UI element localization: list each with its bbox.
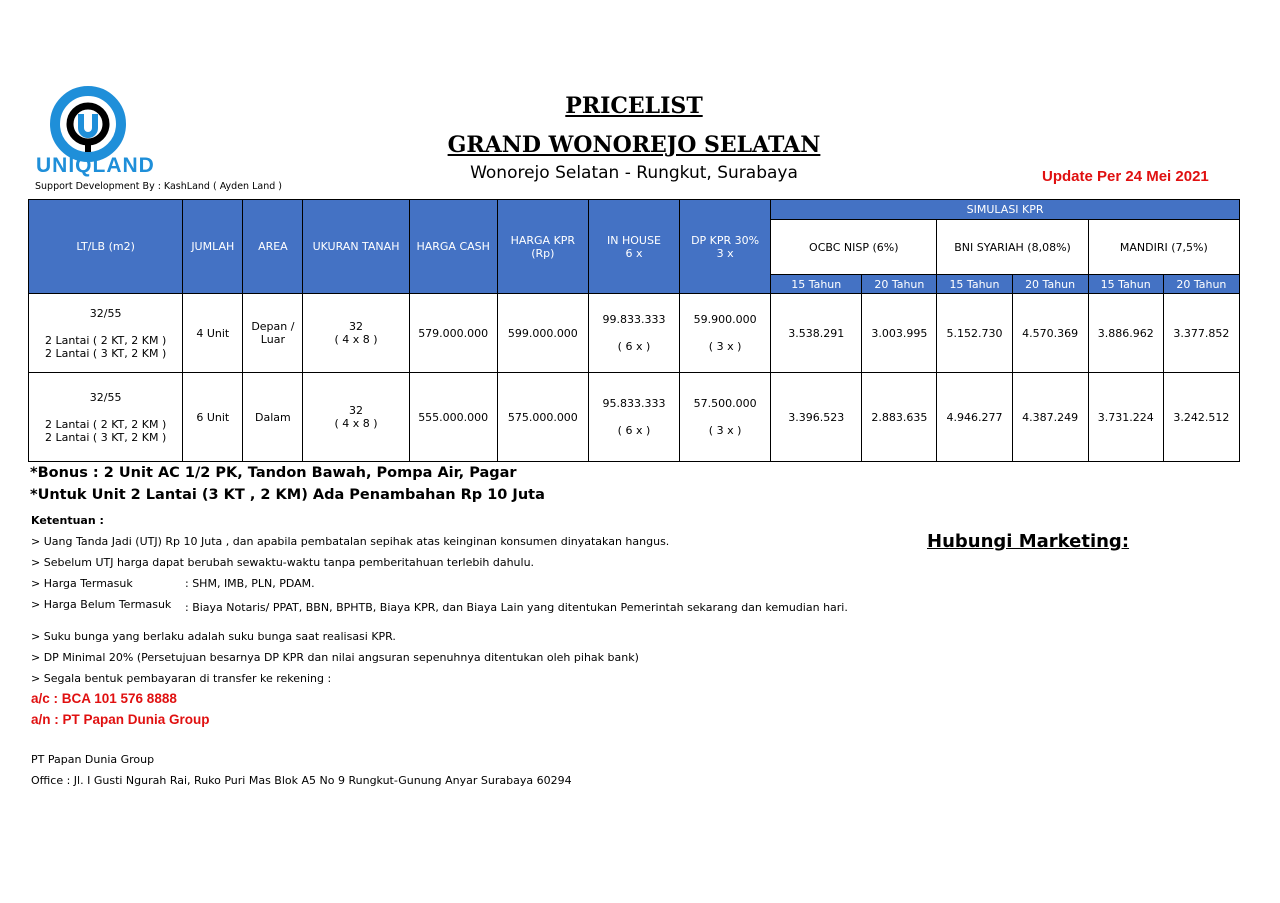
- cell-lt-lb: [29, 294, 183, 373]
- header-dp-kpr: [680, 200, 771, 294]
- table-row: [29, 294, 1240, 373]
- cell-lt-lb: [29, 373, 183, 462]
- cell-dp-kpr-times: ( 3 x ): [708, 340, 742, 353]
- cell-ukuran-size: 32: [349, 404, 364, 417]
- cell-sim: 2.883.635: [862, 373, 937, 462]
- table-row: [29, 373, 1240, 462]
- cell-sim: 4.946.277: [937, 373, 1012, 462]
- cell-jumlah: 6 Unit: [183, 373, 243, 462]
- cell-sim: 3.538.291: [771, 294, 862, 373]
- ketentuan-label: > Harga Termasuk: [31, 577, 133, 590]
- header-bank-ocbc: OCBC NISP (6%): [771, 220, 937, 275]
- ketentuan-item: > Sebelum UTJ harga dapat berubah sewaktu-waktu tanpa pemberitahuan terlebih dahulu.: [31, 556, 535, 569]
- cell-lantai-a: 2 Lantai ( 2 KT, 2 KM ): [44, 417, 167, 431]
- cell-dp-kpr: [680, 373, 771, 462]
- cell-sim: 3.886.962: [1088, 294, 1163, 373]
- header-dp-kpr-line2: 3 x: [716, 246, 734, 260]
- company-name: PT Papan Dunia Group: [31, 753, 155, 766]
- cell-ukuran-dim: ( 4 x 8 ): [334, 417, 378, 430]
- cell-dp-kpr: [680, 294, 771, 373]
- cell-in-house-times: ( 6 x ): [617, 340, 651, 353]
- account-name: a/n : PT Papan Dunia Group: [31, 712, 210, 727]
- cell-in-house-value: 99.833.333: [602, 313, 666, 326]
- cell-in-house-times: ( 6 x ): [617, 424, 651, 437]
- header-tenor: 20 Tahun: [1012, 275, 1088, 294]
- ketentuan-item: > Suku bunga yang berlaku adalah suku bunga saat realisasi KPR.: [31, 630, 396, 643]
- contact-marketing-heading: Hubungi Marketing:: [927, 531, 1130, 552]
- ketentuan-heading: Ketentuan :: [31, 514, 104, 527]
- cell-harga-cash: 555.000.000: [409, 373, 497, 462]
- header-tenor: 20 Tahun: [862, 275, 937, 294]
- header-simulasi-kpr: SIMULASI KPR: [771, 200, 1240, 220]
- header-tenor: 20 Tahun: [1163, 275, 1239, 294]
- cell-ukuran: [303, 373, 409, 462]
- header-dp-kpr-line1: DP KPR 30%: [691, 233, 760, 247]
- cell-sim: 3.396.523: [771, 373, 862, 462]
- cell-lantai-b: 2 Lantai ( 3 KT, 2 KM ): [44, 430, 167, 444]
- page-title: PRICELIST: [565, 93, 703, 119]
- header-harga-kpr-line1: HARGA KPR: [510, 233, 576, 247]
- header-tenor: 15 Tahun: [937, 275, 1012, 294]
- cell-sim: 5.152.730: [937, 294, 1012, 373]
- header-tenor: 15 Tahun: [771, 275, 862, 294]
- cell-dp-kpr-times: ( 3 x ): [708, 424, 742, 437]
- header-bank-bni: BNI SYARIAH (8,08%): [937, 220, 1088, 275]
- cell-harga-kpr: 599.000.000: [497, 294, 588, 373]
- support-text: Support Development By : KashLand ( Ayden Land ): [35, 181, 282, 192]
- header-tenor: 15 Tahun: [1088, 275, 1163, 294]
- cell-area-line2: Luar: [260, 333, 285, 346]
- header-ukuran-tanah: UKURAN TANAH: [303, 200, 409, 294]
- cell-sim: 3.242.512: [1163, 373, 1239, 462]
- cell-lt-lb-value: 32/55: [89, 306, 122, 320]
- header-harga-kpr: [497, 200, 588, 294]
- cell-sim: 3.731.224: [1088, 373, 1163, 462]
- header-bank-mandiri: MANDIRI (7,5%): [1088, 220, 1239, 275]
- brand-name: UNIQLAND: [36, 154, 155, 177]
- cell-sim: 4.387.249: [1012, 373, 1088, 462]
- cell-harga-cash: 579.000.000: [409, 294, 497, 373]
- ketentuan-item: > DP Minimal 20% (Persetujuan besarnya DP KPR dan nilai angsuran sepenuhnya ditentukan oleh pihak bank): [31, 651, 639, 664]
- cell-area: [243, 294, 303, 373]
- location-subtitle: Wonorejo Selatan - Rungkut, Surabaya: [470, 163, 798, 183]
- cell-sim: 3.003.995: [862, 294, 937, 373]
- bank-account: a/c : BCA 101 576 8888: [31, 691, 177, 706]
- header-harga-cash: HARGA CASH: [409, 200, 497, 294]
- header-harga-kpr-line2: (Rp): [531, 246, 555, 260]
- header-area: AREA: [243, 200, 303, 294]
- cell-harga-kpr: 575.000.000: [497, 373, 588, 462]
- cell-in-house-value: 95.833.333: [602, 397, 666, 410]
- cell-ukuran-size: 32: [349, 320, 364, 333]
- ketentuan-value: : Biaya Notaris/ PPAT, BBN, BPHTB, Biaya KPR, dan Biaya Lain yang ditentukan Pemerintah sekarang dan kemudian hari.: [185, 601, 848, 614]
- cell-sim: 3.377.852: [1163, 294, 1239, 373]
- update-date: Update Per 24 Mei 2021: [1042, 168, 1209, 185]
- cell-lt-lb-value: 32/55: [89, 390, 122, 404]
- cell-jumlah: 4 Unit: [183, 294, 243, 373]
- cell-area-line1: Dalam: [255, 410, 291, 424]
- cell-lantai-a: 2 Lantai ( 2 KT, 2 KM ): [44, 333, 167, 347]
- extra-charge-note: *Untuk Unit 2 Lantai (3 KT , 2 KM) Ada Penambahan Rp 10 Juta: [30, 487, 545, 503]
- cell-lantai-b: 2 Lantai ( 3 KT, 2 KM ): [44, 346, 167, 360]
- ketentuan-item: > Uang Tanda Jadi (UTJ) Rp 10 Juta , dan apabila pembatalan sepihak atas keinginan konsumen dinyatakan hangus.: [31, 535, 670, 548]
- ketentuan-item: > Segala bentuk pembayaran di transfer ke rekening :: [31, 672, 332, 685]
- cell-dp-kpr-value: 57.500.000: [693, 397, 757, 410]
- cell-sim: 4.570.369: [1012, 294, 1088, 373]
- cell-in-house: [588, 294, 679, 373]
- office-address: Office : Jl. I Gusti Ngurah Rai, Ruko Puri Mas Blok A5 No 9 Rungkut-Gunung Anyar Surabaya 60294: [31, 774, 572, 787]
- bonus-note: *Bonus : 2 Unit AC 1/2 PK, Tandon Bawah, Pompa Air, Pagar: [30, 465, 517, 481]
- header-in-house: [588, 200, 679, 294]
- header-lt-lb: LT/LB (m2): [29, 200, 183, 294]
- cell-in-house: [588, 373, 679, 462]
- project-title: GRAND WONOREJO SELATAN: [447, 132, 821, 158]
- header-in-house-line1: IN HOUSE: [607, 233, 661, 247]
- cell-area-line1: Depan /: [251, 320, 295, 333]
- ketentuan-label: > Harga Belum Termasuk: [31, 598, 172, 611]
- cell-area: [243, 373, 303, 462]
- header-in-house-line2: 6 x: [625, 246, 643, 260]
- ketentuan-value: : SHM, IMB, PLN, PDAM.: [185, 577, 315, 590]
- cell-ukuran-dim: ( 4 x 8 ): [334, 333, 378, 346]
- price-table: [28, 199, 1240, 462]
- cell-dp-kpr-value: 59.900.000: [693, 313, 757, 326]
- header-jumlah: JUMLAH: [183, 200, 243, 294]
- cell-ukuran: [303, 294, 409, 373]
